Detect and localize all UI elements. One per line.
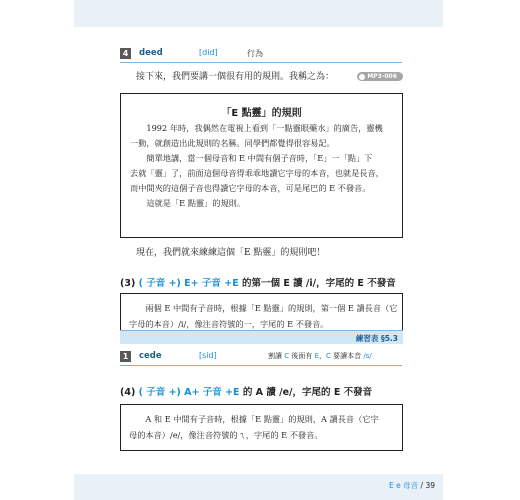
audio-icon: [359, 74, 365, 80]
page-number: 39: [425, 481, 435, 490]
explanation-line: 字母的本音）/i/，像注音符號的一，字尾的 E 不發音。: [129, 319, 329, 329]
section-rule: 的第一個 E 讀 /i/，字尾的 E 不發音: [242, 278, 396, 289]
footer-separator: /: [418, 481, 426, 490]
footer-band: [74, 474, 443, 500]
note-part: /s/: [363, 352, 372, 360]
note-part: C: [326, 352, 331, 360]
rule-line: 1992 年時，我偶然在電視上看到「一點靈眼藥水」的廣告，靈機: [146, 123, 383, 133]
vocab-number: 1: [120, 351, 131, 362]
explanation-line: 兩個 E 中間有子音時，根據「E 點靈」的規則，第一個 E 讀長音（它: [145, 303, 398, 313]
intro-text: 接下來，我們要講一個很有用的規則。我稱之為：: [136, 72, 335, 82]
top-band: [74, 0, 443, 27]
note-part: 後面有: [289, 352, 315, 360]
rule-line: 去就「靈」了，前面這個母音得乖乖地讀它字母的本音，也就是長音，: [130, 168, 384, 178]
practice-section-number: §5.3: [380, 334, 398, 343]
practice-table-label: [356, 333, 398, 344]
section-3-heading: [120, 275, 396, 289]
rule-line: 簡單地講，當一個母音和 E 中間有個子音時，「E」一「點」下: [146, 153, 373, 163]
section-formula: ( 子音 +) E+ 子音 +E: [138, 278, 239, 289]
rule-body: [130, 121, 395, 211]
explanation-line: 母的本音）/e/，像注音符號的ㄟ，字尾的 E 不發音。: [129, 430, 323, 440]
vocab-word: deed: [139, 48, 163, 58]
practice-intro: 現在，我們就來練練這個「E 點靈」的規則吧！: [136, 248, 326, 258]
page-footer: [389, 480, 435, 491]
section-4-heading: [120, 384, 372, 398]
section-rule: 的 A 讀 /e/，字尾的 E 不發音: [242, 387, 373, 398]
section-4-explanation: [120, 404, 403, 451]
mp3-track-label: MP3-006: [367, 73, 397, 80]
section-number: (3): [120, 278, 136, 289]
practice-table-bar: [120, 330, 403, 344]
explanation-line: A 和 E 中間有子音時，根據「E 點靈」的規則，A 讀長音（它字: [145, 414, 379, 424]
note-part: C: [284, 352, 290, 360]
note-part: ，: [319, 352, 327, 360]
vocab-row: [120, 349, 402, 366]
note-part: 要讀本音: [330, 352, 364, 360]
vocab-row: [120, 46, 402, 63]
chapter-label: E e 母音: [389, 481, 419, 490]
note-part: E: [314, 352, 320, 360]
vocab-meaning: 行為: [247, 49, 263, 58]
rule-title: 「E 點靈」的規則: [221, 108, 302, 119]
section-formula: ( 子音 +) A+ 子音 +E: [138, 387, 240, 398]
practice-label-text: 練習表: [355, 334, 379, 343]
vocab-word: cede: [139, 351, 162, 361]
vocab-ipa: [did]: [199, 48, 218, 57]
vocab-note: [268, 351, 372, 361]
rule-line: 一動，就創造出此規則的名稱。同學們都覺得很容易記。: [130, 138, 335, 148]
vocab-meaning: 割讓: [268, 352, 282, 360]
rule-box: [120, 93, 403, 238]
rule-line: 而中間夾的這個子音也得讀它字母的本音，可是尾巴的 E 不發音。: [130, 183, 371, 193]
rule-line: 這就是「E 點靈」的規則。: [146, 198, 246, 208]
section-number: (4): [120, 387, 136, 398]
vocab-ipa: [sid]: [199, 351, 217, 360]
vocab-number: 4: [120, 48, 131, 59]
